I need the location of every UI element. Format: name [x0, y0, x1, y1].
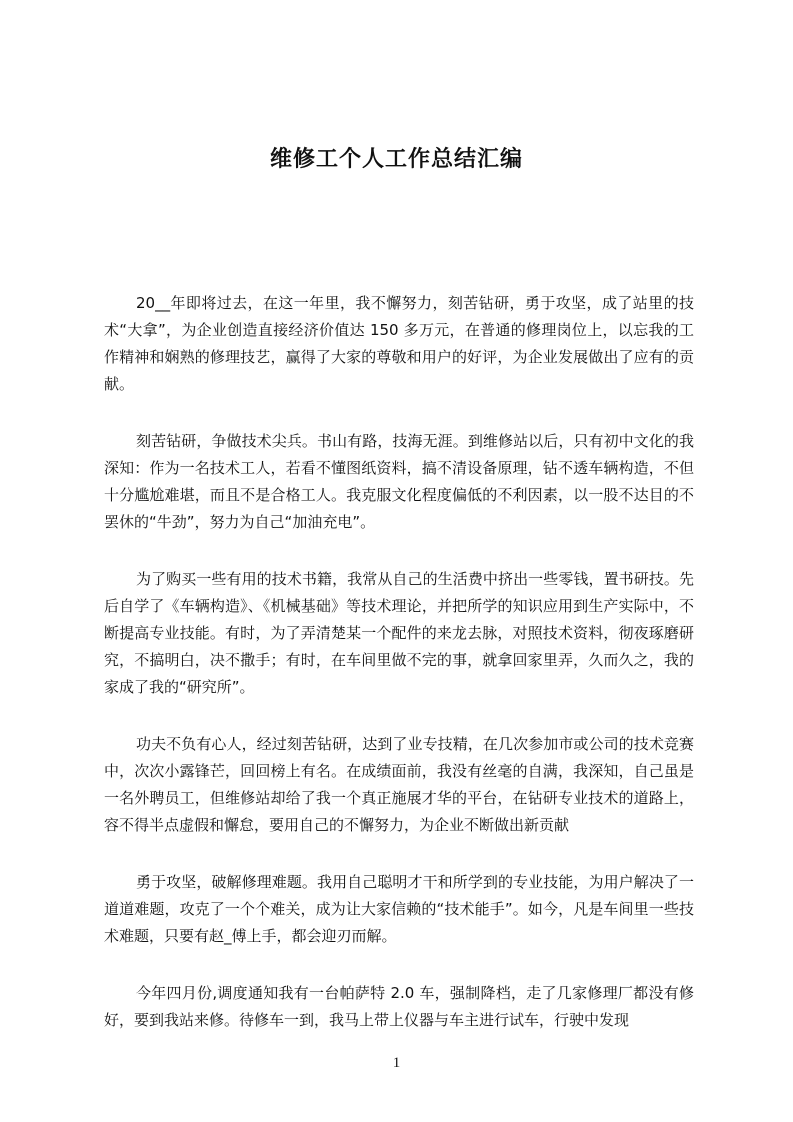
- paragraph-2: 刻苦钻研，争做技术尖兵。书山有路，技海无涯。到维修站以后，只有初中文化的我深知：作为一名技术工人，若看不懂图纸资料，搞不清设备原理，钻不透车辆构造，不但十分尴尬难堪，而且不是合格工人。我克服文化程度偏低的不利因素，以一股不达目的不罢休的“牛劲”，努力为自己“加油充电”。: [104, 432, 694, 531]
- page-number: 1: [392, 1055, 401, 1071]
- paragraph-6: 今年四月份,调度通知我有一台帕萨特 2.0 车，强制降档，走了几家修理厂都没有修好，要到我站来修。待修车一到，我马上带上仪器与车主进行试车，行驶中发现: [104, 984, 694, 1029]
- paragraph-4: 功夫不负有心人，经过刻苦钻研，达到了业专技精，在几次参加市或公司的技术竞赛中，次次小露锋芒，回回榜上有名。在成绩面前，我没有丝毫的自满，我深知，自己虽是一名外聘员工，但维修站却给了我一个真正施展才华的平台，在钻研专业技术的道路上，容不得半点虚假和懈怠，要用自己的不懈努力，为企业不断做出新贡献: [104, 735, 694, 834]
- document-title: 维修工个人工作总结汇编: [269, 147, 523, 172]
- document-body: [104, 290, 694, 1064]
- paragraph-5: 勇于攻坚，破解修理难题。我用自己聪明才干和所学到的专业技能，为用户解决了一道道难题，攻克了一个个难关，成为让大家信赖的“技术能手”。如今，凡是车间里一些技术难题，只要有赵_傅上手，都会迎刃而解。: [104, 873, 694, 945]
- paragraph-1: 20__年即将过去，在这一年里，我不懈努力，刻苦钻研，勇于攻坚，成了站里的技术“大拿”，为企业创造直接经济价值达 150 多万元，在普通的修理岗位上，以忘我的工作精神和娴熟的修理技艺，赢得了大家的尊敬和用户的好评，为企业发展做出了应有的贡献。: [104, 294, 694, 393]
- paragraph-3: 为了购买一些有用的技术书籍，我常从自己的生活费中挤出一些零钱，置书研技。先后自学了《车辆构造》、《机械基础》等技术理论，并把所学的知识应用到生产实际中，不断提高专业技能。有时，为了弄清楚某一个配件的来龙去脉，对照技术资料，彻夜琢磨研究，不搞明白，决不撒手；有时，在车间里做不完的事，就拿回家里弄，久而久之，我的家成了我的“研究所”。: [104, 570, 694, 696]
